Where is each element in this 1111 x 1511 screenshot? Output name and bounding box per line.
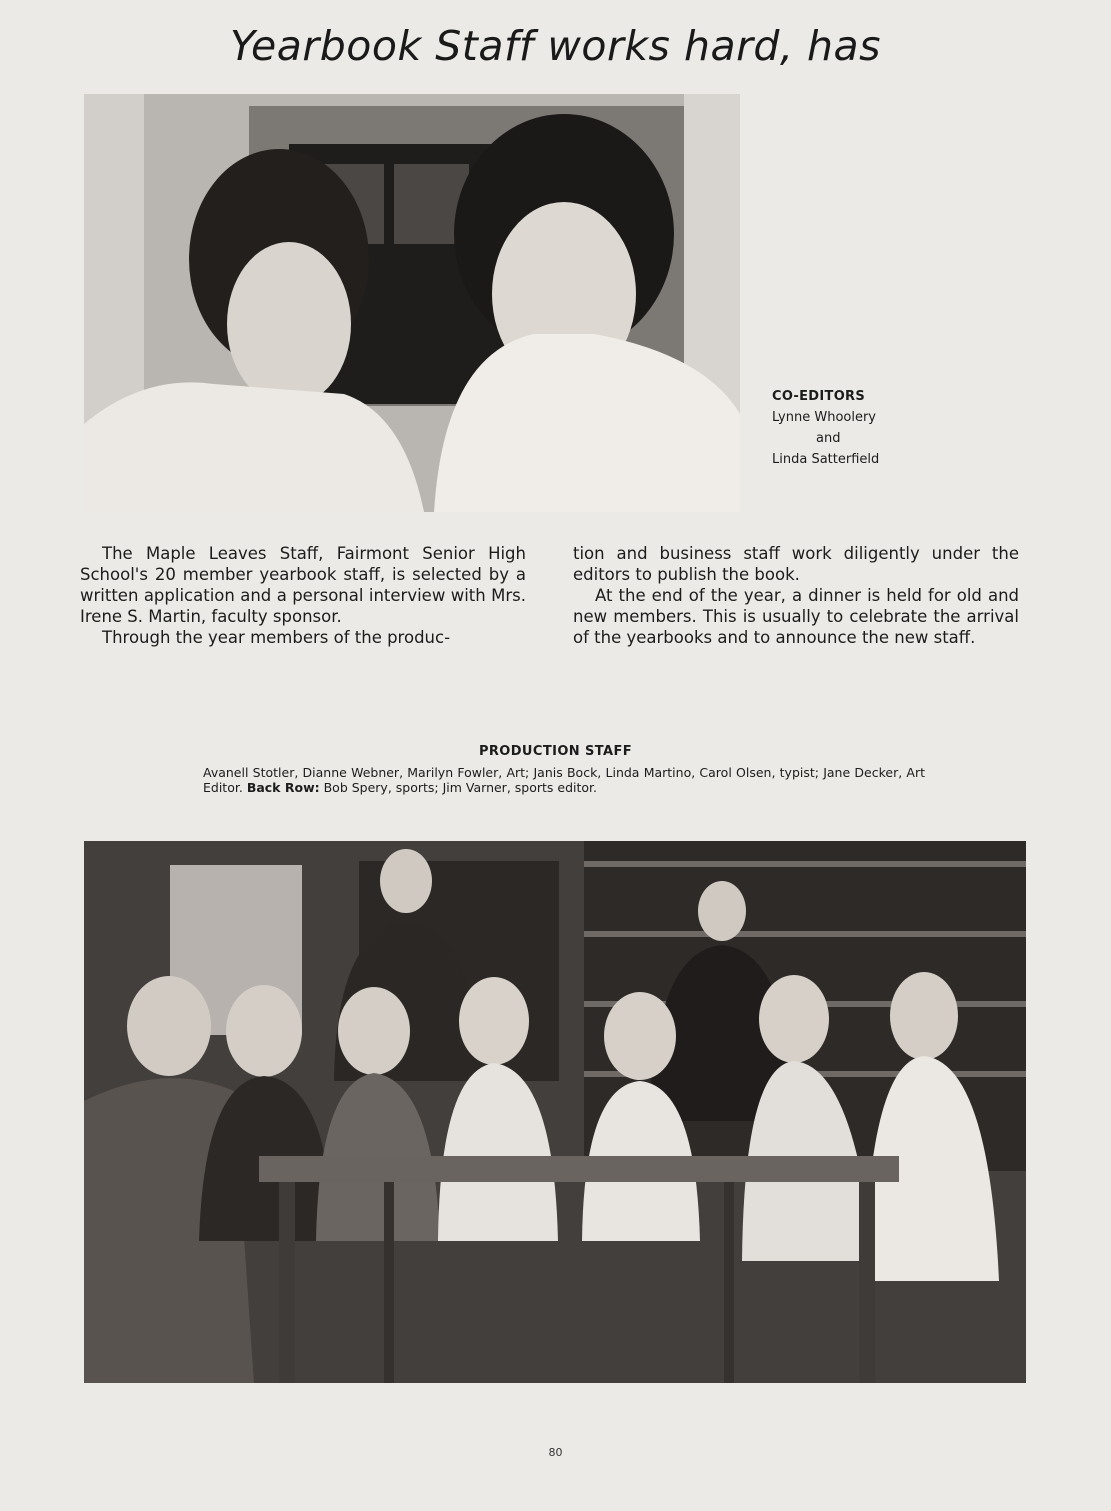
production-staff-caption: [203, 765, 925, 795]
article-paragraph-2-start: Through the year members of the produc-: [102, 628, 451, 647]
coeditors-photo: [84, 94, 740, 512]
article-column-left: [80, 543, 526, 648]
article-column-right: [573, 543, 1019, 648]
production-staff-label: PRODUCTION STAFF: [478, 744, 633, 759]
production-staff-photo: [84, 841, 1026, 1383]
page-number: 80: [548, 1446, 563, 1459]
coeditors-label: CO-EDITORS: [772, 389, 866, 404]
page-title: Yearbook Staff works hard, has: [230, 22, 881, 70]
back-row-label: Back Row:: [246, 780, 320, 795]
coeditor-name-2: Linda Satterfield: [772, 452, 880, 467]
article-paragraph-2-end: tion and business staff work diligently under the editors to publish the book.: [573, 544, 1019, 584]
article-paragraph-3: At the end of the year, a dinner is held for old and new members. This is usually to celebrate the arrival of the yearbooks and to announce the new staff.: [573, 586, 1019, 647]
coeditors-caption: [772, 386, 972, 470]
coeditor-name-1: Lynne Whoolery: [772, 410, 876, 425]
coeditor-conjunction: and: [816, 431, 841, 446]
production-back-row: Bob Spery, sports; Jim Varner, sports editor.: [323, 780, 598, 795]
article-paragraph-1: The Maple Leaves Staff, Fairmont Senior High School's 20 member yearbook staff, is selected by a written application and a personal interview with Mrs. Irene S. Martin, faculty sponsor.: [80, 544, 526, 626]
production-front-row: Avanell Stotler, Dianne Webner, Marilyn Fowler, Art; Janis Bock, Linda Martino, Carol Olsen, typist; Jane Decker, Art Editor.: [203, 765, 925, 795]
